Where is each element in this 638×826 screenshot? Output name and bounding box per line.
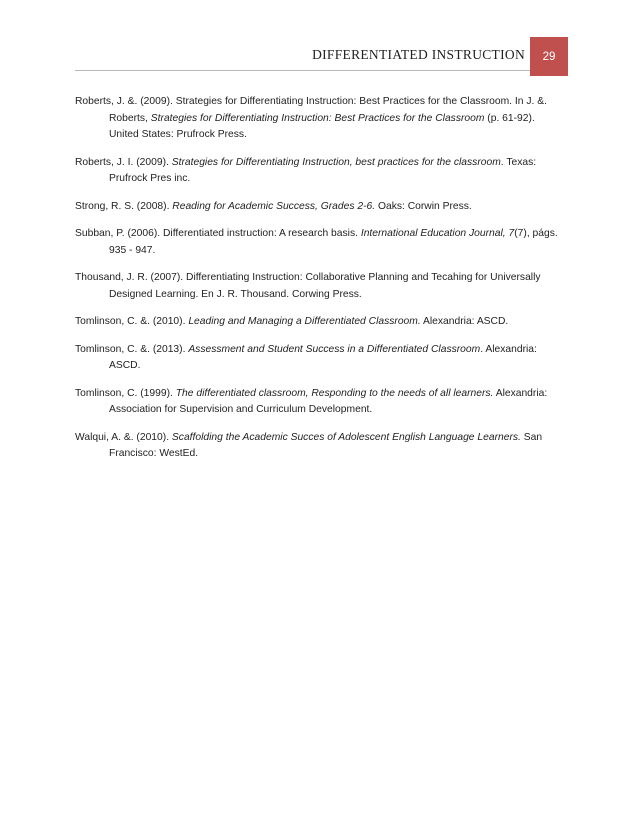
reference-title: International Education Journal, 7 (360, 228, 515, 239)
reference-text: San Francisco: WestEd. (109, 431, 543, 459)
page-number-badge: 29 (530, 37, 568, 76)
reference-title: Assessment and Student Success in a Differentiated Classroom (188, 343, 481, 355)
reference-text: Alexandria: Association for Supervision and Curriculum Development. (109, 387, 548, 415)
reference-entry (75, 94, 565, 144)
reference-text: (7), págs. 935 - 947. (109, 228, 558, 256)
reference-title: Leading and Managing a Differentiated Classroom. (188, 316, 421, 327)
reference-entry (75, 430, 565, 463)
reference-title: Strategies for Differentiating Instruction, best practices for the classroom (171, 156, 501, 168)
reference-text: Subban, P. (2006). Differentiated instruction: A research basis. (75, 228, 361, 239)
reference-text: Tomlinson, C. &. (2010). (75, 316, 189, 327)
reference-text: Tomlinson, C. &. (2013). (75, 343, 189, 355)
reference-text: . Alexandria: ASCD. (109, 343, 537, 371)
reference-entry (75, 226, 565, 259)
reference-text: Alexandria: ASCD. (420, 316, 509, 327)
reference-text: Oaks: Corwin Press. (375, 200, 472, 212)
reference-entry (75, 342, 565, 375)
reference-text: Tomlinson, C. (1999). (75, 387, 176, 399)
running-header-title: DIFFERENTIATED INSTRUCTION (312, 47, 525, 62)
reference-entry (75, 199, 565, 216)
reference-text: Roberts, J. I. (2009). (75, 156, 172, 168)
reference-entry (75, 314, 565, 331)
reference-text: . Texas: Prufrock Pres inc. (109, 156, 537, 184)
reference-text: Strong, R. S. (2008). (75, 200, 173, 212)
reference-title: Scaffolding the Academic Succes of Adolescent English Language Learners. (171, 431, 521, 443)
references-list (75, 94, 565, 474)
reference-entry (75, 270, 565, 303)
reference-title: Reading for Academic Success, Grades 2-6. (172, 200, 376, 212)
reference-text: Roberts, J. &. (2009). Strategies for Differentiating Instruction: Best Practices for the Classroom. In J. &. Roberts, (75, 96, 547, 124)
reference-title: The differentiated classroom, Responding to the needs of all learners. (175, 387, 494, 399)
reference-text: Walqui, A. &. (2010). (75, 431, 172, 443)
header-divider (75, 70, 531, 71)
reference-text: Thousand, J. R. (2007). Differentiating Instruction: Collaborative Planning and Tecahing for Universally Designed Learning. En J. R. Thousand. Corwing Press. (75, 272, 541, 300)
reference-entry (75, 386, 565, 419)
reference-title: Strategies for Differentiating Instruction: Best Practices for the Classroom (150, 112, 485, 124)
reference-text: (p. 61-92). United States: Prufrock Press. (109, 112, 535, 140)
reference-entry (75, 155, 565, 188)
